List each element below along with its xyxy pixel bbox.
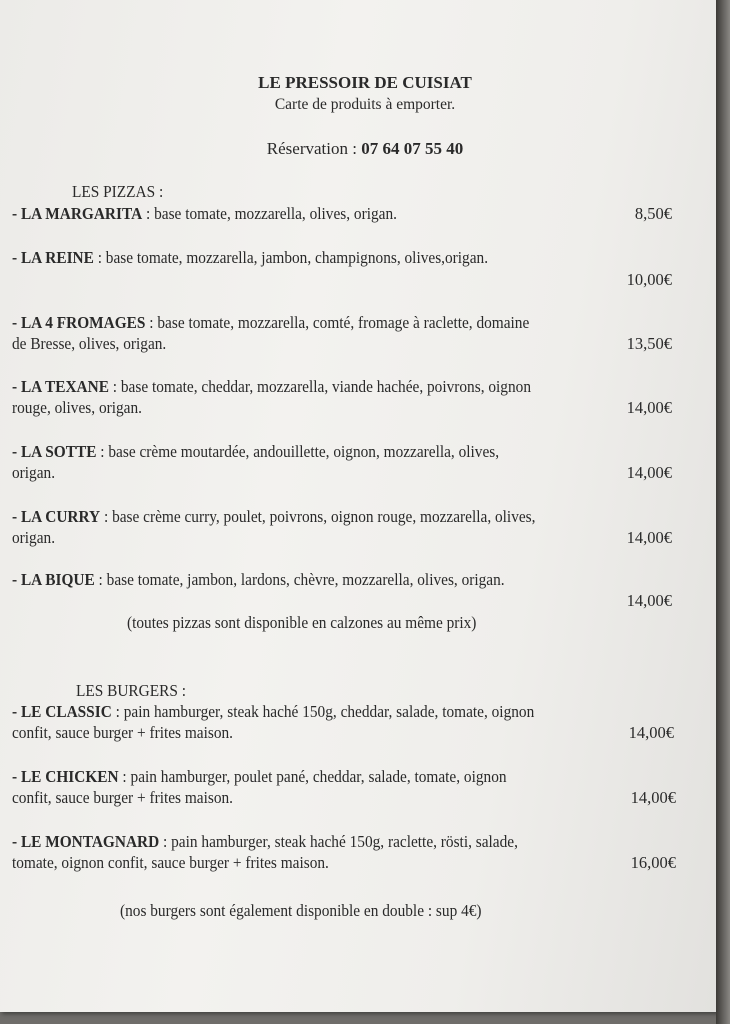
item-name: - LA 4 FROMAGES [12, 313, 146, 332]
reservation-phone: 07 64 07 55 40 [361, 139, 464, 158]
item-description: : base tomate, mozzarella, olives, origan. [142, 204, 397, 223]
item-name: - LA REINE [12, 248, 94, 267]
item-price: 8,50€ [634, 204, 672, 223]
menu-item [12, 506, 672, 548]
item-description: : pain hamburger, steak haché 150g, raclette, rösti, salade, [159, 832, 518, 851]
item-description-cont: confit, sauce burger + frites maison. [12, 723, 234, 742]
menu-item [12, 312, 672, 354]
restaurant-title: LE PRESSOIR DE CUISIAT [258, 73, 472, 92]
item-price: 14,00€ [626, 398, 672, 417]
item-price: 14,00€ [628, 723, 674, 742]
menu-subtitle: Carte de produits à emporter. [274, 96, 456, 113]
item-description: : base crème moutardée, andouillette, oignon, mozzarella, olives, [96, 442, 500, 461]
item-description: : base crème curry, poulet, poivrons, oignon rouge, mozzarella, olives, [100, 507, 536, 526]
item-name: - LA SOTTE [12, 442, 97, 461]
item-name: - LE CHICKEN [12, 767, 119, 786]
reservation-line [0, 138, 730, 159]
menu-item [12, 569, 672, 610]
pizzas-note: (toutes pizzas sont disponible en calzones au même prix) [127, 613, 477, 632]
item-description: : pain hamburger, poulet pané, cheddar, salade, tomate, oignon [118, 767, 507, 786]
item-description: : base tomate, jambon, lardons, chèvre, mozzarella, olives, origan. [94, 570, 505, 589]
item-description-cont: tomate, oignon confit, sauce burger + frites maison. [12, 853, 329, 872]
burgers-note: (nos burgers sont également disponible en double : sup 4€) [120, 901, 482, 920]
menu-item [12, 766, 676, 808]
item-description-cont: confit, sauce burger + frites maison. [12, 788, 234, 807]
burgers-heading: LES BURGERS : [76, 681, 187, 700]
item-name: - LE MONTAGNARD [12, 832, 160, 851]
item-name: - LA BIQUE [12, 570, 95, 589]
item-description-cont: de Bresse, olives, origan. [12, 334, 167, 353]
item-name: - LA TEXANE [12, 377, 109, 396]
item-price: 14,00€ [626, 463, 672, 482]
item-price: 16,00€ [630, 853, 676, 872]
menu-item [12, 247, 672, 289]
item-description: : pain hamburger, steak haché 150g, cheddar, salade, tomate, oignon [111, 702, 535, 721]
item-name: - LE CLASSIC [12, 702, 112, 721]
menu-item [12, 701, 674, 743]
menu-item [12, 441, 672, 483]
item-price: 14,00€ [626, 528, 672, 547]
item-price: 14,00€ [626, 591, 672, 610]
item-price: 14,00€ [630, 788, 676, 807]
item-description-cont: rouge, olives, origan. [12, 398, 142, 417]
menu-item [12, 203, 672, 224]
menu-item [12, 831, 676, 873]
menu-item [12, 376, 672, 418]
item-price: 10,00€ [626, 270, 672, 289]
item-description: : base tomate, cheddar, mozzarella, viande hachée, poivrons, oignon [108, 377, 532, 396]
item-description: : base tomate, mozzarella, comté, fromage à raclette, domaine [145, 313, 530, 332]
item-name: - LA MARGARITA [12, 204, 143, 223]
item-description-cont: origan. [12, 463, 56, 482]
reservation-label: Réservation : [266, 139, 357, 158]
item-price: 13,50€ [626, 334, 672, 353]
pizzas-heading: LES PIZZAS : [72, 182, 164, 201]
item-description-cont: origan. [12, 528, 56, 547]
item-name: - LA CURRY [12, 507, 101, 526]
item-description: : base tomate, mozzarella, jambon, champignons, olives,origan. [93, 248, 489, 267]
